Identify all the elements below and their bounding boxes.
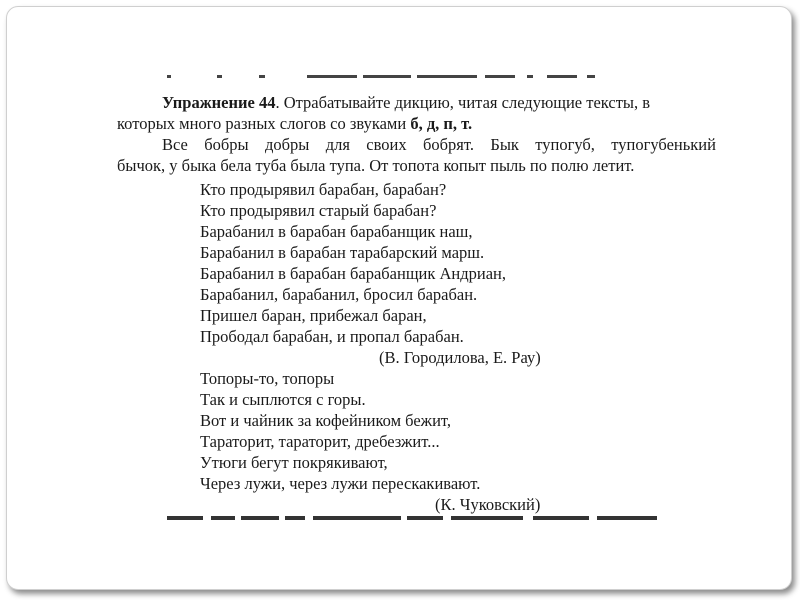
- paragraph-word: для: [325, 135, 350, 154]
- poem1-line: Пришел баран, прибежал баран,: [200, 306, 427, 325]
- paragraph-line-2: бычок, у быка бела туба была тупа. От топота копыт пыль по полю летит.: [117, 156, 635, 175]
- poem2-line: Тараторит, тараторит, дребезжит...: [200, 432, 440, 451]
- exercise-sounds: б, д, п, т.: [410, 114, 473, 133]
- poem2-line: Топоры-то, топоры: [200, 369, 335, 388]
- paragraph-word: бобры: [204, 135, 249, 154]
- poem1-line: Кто продырявил старый барабан?: [200, 201, 437, 220]
- poem1-line: Барабанил, барабанил, бросил барабан.: [200, 285, 478, 304]
- slide-frame: [6, 6, 792, 590]
- cropped-text-top: [167, 75, 627, 81]
- cropped-text-bottom: [157, 516, 717, 521]
- poem2-line: Вот и чайник за кофейником бежит,: [200, 411, 451, 430]
- poem1-author: (В. Городилова, Е. Рау): [379, 348, 541, 367]
- exercise-instruction-2: которых много разных слогов со звуками: [117, 114, 411, 133]
- poem2-line: Так и сыплются с горы.: [200, 390, 366, 409]
- poem1-line: Барабанил в барабан барабанщик наш,: [200, 222, 473, 241]
- poem2-author: (К. Чуковский): [435, 495, 541, 514]
- paragraph-word: тупогуб,: [535, 135, 595, 154]
- poem1-line: Барабанил в барабан барабанщик Андриан,: [200, 264, 507, 283]
- poem2-line: Через лужи, через лужи перескакивают.: [200, 474, 481, 493]
- exercise-heading-cont: [117, 114, 472, 134]
- poem1-line: Барабанил в барабан тарабарский марш.: [200, 243, 485, 262]
- paragraph-word: своих: [366, 135, 407, 154]
- exercise-title: Упражнение 44: [162, 93, 276, 112]
- scanned-page: [7, 7, 791, 589]
- poem2-line: Утюги бегут покрякивают,: [200, 453, 388, 472]
- poem1-line: Прободал барабан, и пропал барабан.: [200, 327, 464, 346]
- paragraph-word: Бык: [490, 135, 519, 154]
- exercise-instruction-1: . Отрабатывайте дикцию, читая следующие тексты, в: [275, 93, 651, 112]
- paragraph-line-1: [162, 135, 716, 155]
- exercise-heading: [162, 93, 650, 113]
- paragraph-word: бобрят.: [423, 135, 474, 154]
- paragraph-word: Все: [162, 135, 188, 154]
- paragraph-word: добры: [264, 135, 310, 154]
- poem1-line: Кто продырявил барабан, барабан?: [200, 180, 447, 199]
- paragraph-word: тупогубенький: [611, 135, 716, 154]
